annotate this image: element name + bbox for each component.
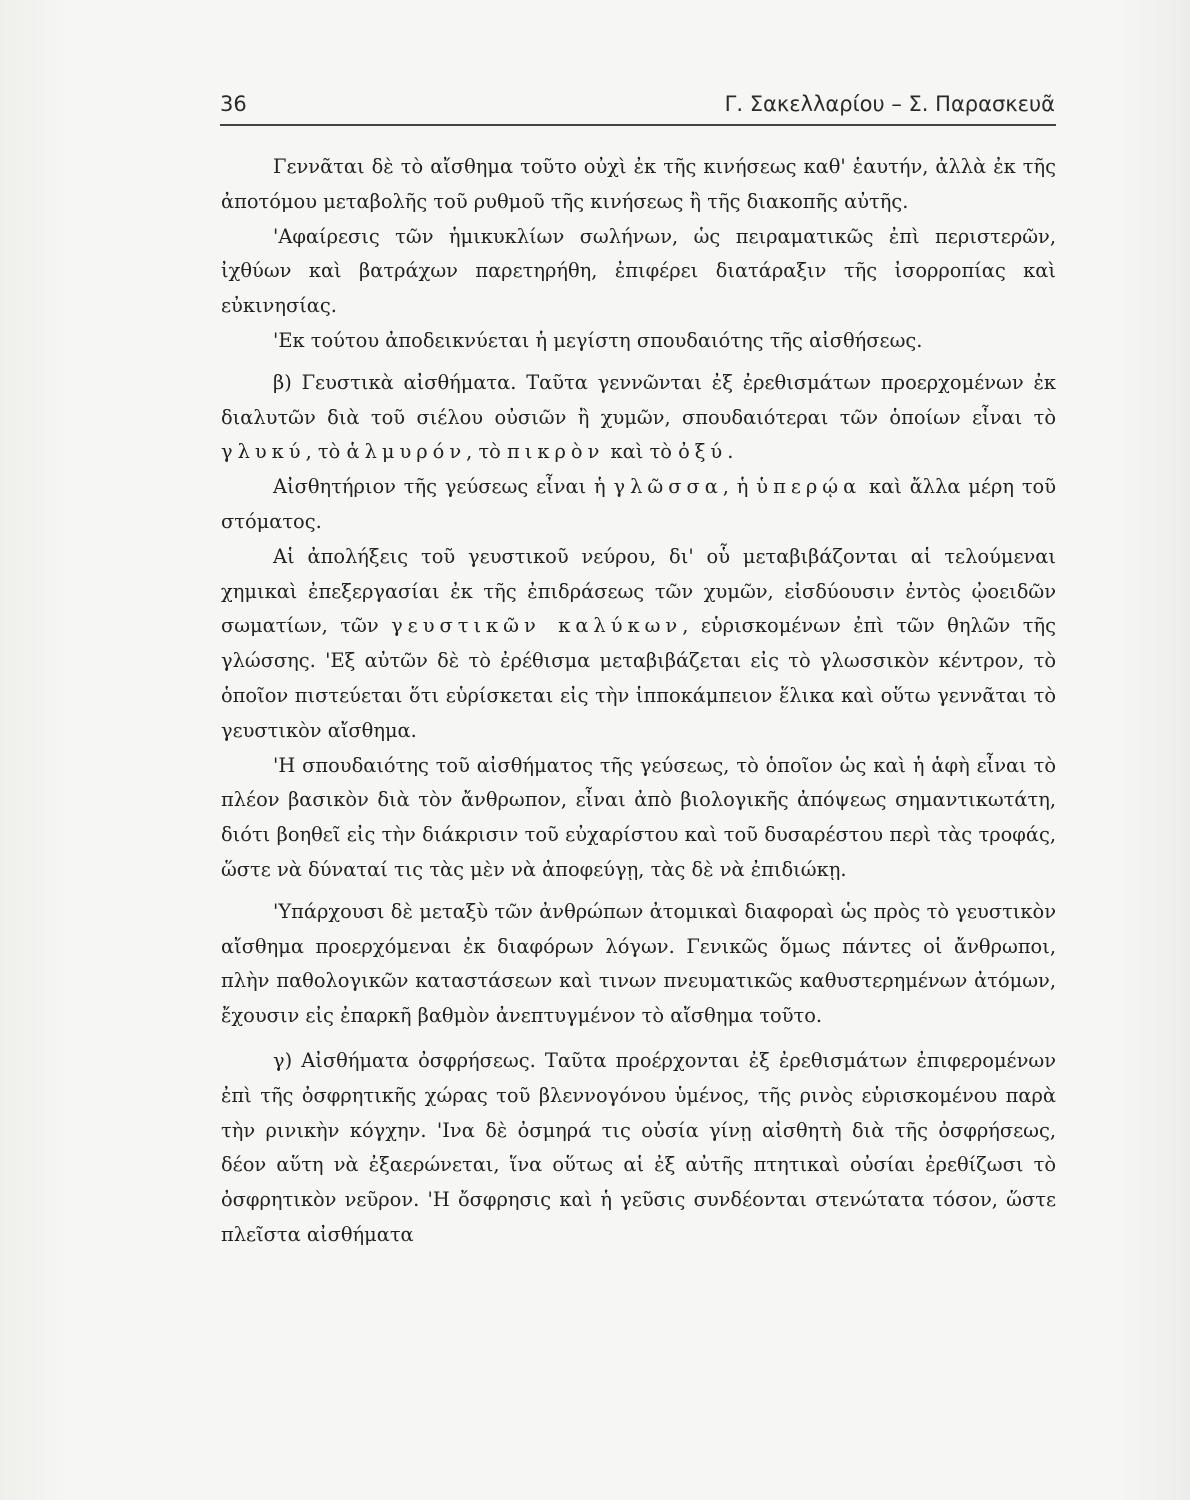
- paragraph: 'Αφαίρεσις τῶν ἡμικυκλίων σωλήνων, ὡς πειραματικῶς ἐπὶ περιστερῶν, ἰχθύων καὶ βατράχων παρετηρήθη, ἐπιφέρει διατάραξιν τῆς ἰσορροπίας καὶ εὐκινησίας.: [221, 224, 1056, 318]
- spaced-term: ἁλμυρόν: [346, 440, 467, 464]
- spaced-term: γευστικῶν καλύκων: [391, 614, 683, 638]
- text-run: .: [727, 440, 734, 464]
- text-run: Ταῦτα γεννῶνται ἐξ ἐρεθισμάτων προερχομένων ἐκ διαλυτῶν διὰ τοῦ σιέλου οὐσιῶν ἢ χυμῶν, σπουδαιότεραι τῶν ὁποίων εἶναι τὸ: [221, 370, 1057, 429]
- text-run: , εὑρισκομένων ἐπὶ τῶν θηλῶν τῆς γλώσσης. 'Εξ αὐτῶν δὲ τὸ ἐρέθισμα μεταβιβάζεται εἰς τὸ γλωσσικὸν κέντρον, τὸ ὁποῖον πιστεύεται ὅτι εὑρίσκεται εἰς τὴν ἱπποκάμπειον ἕλικα καὶ οὕτω γεννᾶται τὸ γευστικὸν αἴσθημα.: [221, 614, 1056, 742]
- running-head-authors: Γ. Σακελλαρίου – Σ. Παρασκευᾶ: [724, 92, 1055, 116]
- paragraph: 'Υπάρχουσι δὲ μεταξὺ τῶν ἀνθρώπων ἀτομικαὶ διαφοραὶ ὡς πρὸς τὸ γευστικὸν αἴσθημα προερχόμεναι ἐκ διαφόρων λόγων. Γενικῶς ὅμως πάντες οἱ ἄνθρωποι, πλὴν παθολογικῶν καταστάσεων καὶ τινων πνευματικῶς καθυστερημένων ἀτόμων, ἔχουσιν εἰς ἐπαρκῆ βαθμὸν ἀνεπτυγμένον τὸ αἴσθημα τοῦτο.: [221, 899, 1056, 1028]
- section-paragraph-taste: [221, 366, 1056, 470]
- running-header: [220, 88, 1055, 126]
- spacer: [221, 359, 1056, 366]
- text-run: , ἡ: [722, 475, 757, 499]
- paragraph: 'Η σπουδαιότης τοῦ αἰσθήματος τῆς γεύσεως, τὸ ὁποῖον ὡς καὶ ἡ ἁφὴ εἶναι τὸ πλέον βασικὸν διὰ τὸν ἄνθρωπον, εἶναι ἀπὸ βιολογικῆς ἀπόψεως σημαντικωτάτη, διότι βοηθεῖ εἰς τὴν διάκρισιν τοῦ εὐχαρίστου καὶ τοῦ δυσαρέστου περὶ τὰς τροφάς, ὥστε νὰ δύναταί τις τὰς μὲν νὰ ἀποφεύγῃ, τὰς δὲ νὰ ἐπιδιώκῃ.: [221, 753, 1056, 881]
- text-run: Αἰσθητήριον τῆς γεύσεως εἶναι ἡ: [273, 475, 614, 499]
- paragraph: Γεννᾶται δὲ τὸ αἴσθημα τοῦτο οὐχὶ ἐκ τῆς κινήσεως καθ' ἑαυτήν, ἀλλὰ ἐκ τῆς ἀποτόμου μεταβολῆς τοῦ ρυθμοῦ τῆς κινήσεως ἢ τῆς διακοπῆς αὐτῆς.: [221, 155, 1056, 213]
- body-text: [221, 150, 1056, 1253]
- spaced-term: γλῶσσα: [613, 475, 723, 499]
- spaced-term: ὑπερῴα: [756, 475, 862, 499]
- paragraph: 'Εκ τούτου ἀποδεικνύεται ἡ μεγίστη σπουδαιότης τῆς αἰσθήσεως.: [273, 328, 923, 352]
- text-run: καὶ ἄλλα μέρη τοῦ στόματος.: [221, 475, 1057, 533]
- spacer: [221, 888, 1056, 895]
- text-run: Ταῦτα προέρχονται ἐξ ἐρεθισμάτων ἐπιφερομένων ἐπὶ τῆς ὀσφρητικῆς χώρας τοῦ βλεννογόνου ὑμένος, τῆς ρινὸς εὑρισκομένου παρὰ τὴν ρινικὴν κόγχην. 'Ινα δὲ ὀσμηρά τις οὐσία γίνῃ αἰσθητὴ διὰ τῆς ὀσφρήσεως, δέον αὕτη νὰ ἐξαερώνεται, ἵνα οὕτως αἱ ἐξ αὐτῆς πτητικαὶ οὐσίαι ἐρεθίζωσι τὸ ὀσφρητικὸν νεῦρον. 'Η ὄσφρησις καὶ ἡ γεῦσις συνδέονται στενώτατα τόσον, ὥστε πλεῖστα αἰσθήματα: [221, 1048, 1056, 1246]
- paragraph: [221, 470, 1056, 540]
- text-run: , τὸ: [466, 440, 508, 464]
- spacer: [221, 1034, 1056, 1044]
- header-rule: [220, 124, 1056, 126]
- text-run: Αἱ ἀπολήξεις τοῦ γευστικοῦ νεύρου, δι' οὗ μεταβιβάζονται αἱ τελούμεναι χημικαὶ ἐπεξεργασίαι ἐκ τῆς ἐπιδράσεως τῶν χυμῶν, εἰσδύουσιν ἐντὸς ᾠοειδῶν σωματίων, τῶν: [221, 544, 1056, 638]
- page-number: 36: [220, 92, 247, 116]
- spaced-term: γλυκύ: [221, 440, 306, 464]
- paragraph: [221, 540, 1056, 749]
- section-heading-smell: γ) Αἰσθήματα ὀσφρήσεως.: [273, 1048, 536, 1072]
- spaced-term: πικρὸν: [507, 440, 605, 464]
- section-heading-taste: β) Γευστικὰ αἰσθήματα.: [273, 370, 517, 394]
- text-run: , τὸ: [305, 440, 347, 464]
- text-run: καὶ τὸ: [604, 440, 679, 464]
- spaced-term: ὀξύ: [678, 440, 728, 464]
- section-paragraph-smell: [221, 1044, 1056, 1253]
